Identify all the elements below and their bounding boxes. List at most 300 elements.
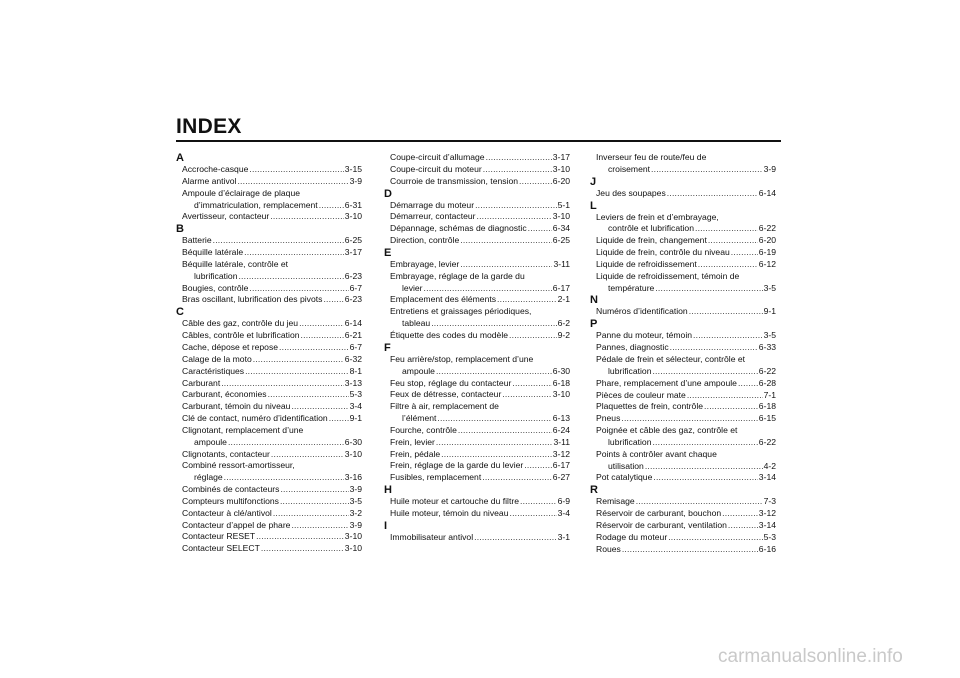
dot-leader: [512, 378, 551, 390]
index-entry: [590, 425, 776, 449]
index-entry-label: contrôle et lubrification: [608, 223, 694, 234]
index-letter-heading: L: [590, 199, 597, 212]
index-entry-label: réglage: [194, 472, 223, 483]
index-entry-label: Huile moteur et cartouche du filtre: [390, 496, 519, 507]
index-entry-line: [176, 366, 362, 378]
index-page-ref: 6-25: [552, 235, 570, 246]
index-page-ref: 6-20: [552, 175, 570, 186]
index-entry: [590, 271, 776, 295]
index-entry: [384, 306, 570, 330]
index-entry: [384, 472, 570, 484]
index-entry-label: Coupe-circuit du moteur: [390, 163, 482, 174]
dot-leader: [636, 496, 763, 508]
dot-leader: [652, 366, 757, 378]
dot-leader: [301, 330, 344, 342]
index-page-ref: 7-3: [763, 496, 776, 507]
index-entry: [384, 200, 570, 212]
index-page-ref: 6-22: [758, 223, 776, 234]
index-entry-line: [590, 532, 776, 544]
index-entry: [384, 401, 570, 425]
dot-leader: [621, 413, 757, 425]
index-entry-label: Emplacement des éléments: [390, 294, 497, 305]
index-page-ref: 6-22: [758, 365, 776, 376]
index-entry: [176, 449, 362, 461]
index-entry-label: Pot catalytique: [596, 472, 653, 483]
index-entry-label: Leviers de frein et d’embrayage,: [596, 211, 719, 222]
index-entry-line: [384, 508, 570, 520]
index-entry: [590, 354, 776, 378]
index-entry-line: [176, 200, 362, 212]
index-entry-line: [176, 472, 362, 484]
index-entry-label: Panne du moteur, témoin: [596, 330, 693, 341]
index-entry-line: [590, 449, 776, 461]
index-entry-line: [176, 425, 362, 437]
index-column-3: [590, 152, 776, 555]
index-entry-label: Frein, levier: [390, 436, 435, 447]
index-entry-label: Inverseur feu de route/feu de: [596, 152, 707, 162]
index-letter-heading: C: [176, 306, 184, 319]
index-entry-line: [590, 342, 776, 354]
index-entry: [590, 520, 776, 532]
index-entry-line: [384, 389, 570, 401]
index-entry-label: Fourche, contrôle: [390, 424, 457, 435]
index-entry: [384, 259, 570, 271]
dot-leader: [482, 472, 552, 484]
dot-leader: [249, 164, 343, 176]
index-entry-label: Pneus: [596, 413, 621, 424]
index-entry-label: Direction, contrôle: [390, 235, 460, 246]
index-entry: [176, 354, 362, 366]
dot-leader: [280, 496, 349, 508]
index-entry-line: [176, 496, 362, 508]
index-entry-line: [384, 306, 570, 318]
index-entry-line: [590, 496, 776, 508]
index-entry-label: Bras oscillant, lubrification des pivots: [182, 294, 323, 305]
dot-leader: [436, 366, 552, 378]
index-entry: [384, 460, 570, 472]
index-entry-label: Entretiens et graissages périodiques,: [390, 306, 532, 317]
index-entry: [176, 378, 362, 390]
index-entry: [590, 449, 776, 473]
index-entry-label: Frein, réglage de la garde du levier: [390, 460, 524, 471]
index-column-1: [176, 152, 362, 555]
index-entry-line: [384, 318, 570, 330]
index-entry-label: Béquille latérale: [182, 247, 244, 258]
index-entry-line: [384, 425, 570, 437]
index-entry-line: [176, 164, 362, 176]
index-entry: [590, 342, 776, 354]
index-entry-label: Combinés de contacteurs: [182, 484, 280, 495]
title-divider: [176, 140, 781, 142]
index-entry-label: Béquille latérale, contrôle et: [182, 258, 289, 269]
index-entry-line: [384, 211, 570, 223]
index-entry: [590, 496, 776, 508]
index-page-ref: 6-27: [552, 472, 570, 483]
dot-leader: [458, 425, 552, 437]
index-entry-line: [384, 532, 570, 544]
dot-leader: [460, 259, 552, 271]
index-entry: [590, 247, 776, 259]
index-page-ref: 3-5: [763, 330, 776, 341]
dot-leader: [424, 283, 552, 295]
dot-leader: [698, 259, 758, 271]
index-letter-heading: D: [384, 187, 392, 200]
index-entry-label: Ampoule d’éclairage de plaque: [182, 187, 301, 198]
index-entry-line: [176, 247, 362, 259]
index-letter-heading: N: [590, 294, 598, 307]
index-entry-line: [176, 271, 362, 283]
dot-leader: [431, 318, 556, 330]
index-page-ref: 6-14: [344, 318, 362, 329]
index-entry-label: Carburant, témoin du niveau: [182, 401, 291, 412]
index-page-ref: 5-1: [557, 199, 570, 210]
index-entry-line: [176, 531, 362, 543]
index-entry-line: [590, 188, 776, 200]
dot-leader: [509, 508, 556, 520]
index-page-ref: 3-4: [557, 507, 570, 518]
index-entry-label: Embrayage, levier: [390, 258, 460, 269]
index-entry: [176, 259, 362, 283]
index-entry-line: [590, 425, 776, 437]
index-entry-label: Remisage: [596, 496, 635, 507]
index-entry-line: [176, 235, 362, 247]
index-entry-label: Câbles, contrôle et lubrification: [182, 330, 300, 341]
index-page-ref: 9-1: [763, 306, 776, 317]
index-entry-label: Démarreur, contacteur: [390, 211, 476, 222]
dot-leader: [273, 508, 349, 520]
index-entry: [384, 532, 570, 544]
dot-leader: [668, 532, 762, 544]
index-page-ref: 3-17: [344, 247, 362, 258]
index-letter-heading: A: [176, 152, 184, 164]
index-entry: [590, 508, 776, 520]
dot-leader: [693, 330, 763, 342]
index-entry-label: d’immatriculation, remplacement: [194, 199, 318, 210]
dot-leader: [653, 472, 757, 484]
index-entry: [384, 378, 570, 390]
index-entry: [590, 235, 776, 247]
index-entry-label: Démarrage du moteur: [390, 199, 475, 210]
index-page-ref: 6-30: [344, 436, 362, 447]
index-entry-label: Réservoir de carburant, ventilation: [596, 519, 727, 530]
index-entry: [590, 378, 776, 390]
index-entry-line: [384, 378, 570, 390]
index-entry-label: Batterie: [182, 235, 212, 246]
index-entry-line: [590, 401, 776, 413]
dot-leader: [486, 152, 552, 164]
dot-leader: [502, 389, 551, 401]
page-title: INDEX: [176, 115, 242, 138]
index-page-ref: 3-10: [552, 163, 570, 174]
dot-leader: [651, 164, 763, 176]
index-page-ref: 6-19: [758, 247, 776, 258]
index-page-ref: 3-14: [758, 472, 776, 483]
index-page-ref: 6-32: [344, 353, 362, 364]
index-entry-line: [384, 401, 570, 413]
index-entry: [384, 211, 570, 223]
index-entry-line: [590, 247, 776, 259]
dot-leader: [249, 283, 348, 295]
index-entry-label: Embrayage, réglage de la garde du: [390, 270, 525, 281]
index-entry-line: [590, 223, 776, 235]
index-entry-label: Alarme antivol: [182, 175, 237, 186]
index-entry-line: [384, 294, 570, 306]
index-entry-label: Réservoir de carburant, bouchon: [596, 508, 722, 519]
index-entry-line: [176, 378, 362, 390]
index-entry-line: [384, 366, 570, 378]
index-page-ref: 3-1: [557, 531, 570, 542]
index-page-ref: 3-10: [552, 211, 570, 222]
index-entry-line: [176, 188, 362, 200]
index-entry-label: Caractéristiques: [182, 365, 245, 376]
index-entry-line: [590, 390, 776, 402]
index-entry: [176, 389, 362, 401]
index-page-ref: 6-9: [557, 496, 570, 507]
index-page-ref: 3-12: [552, 448, 570, 459]
index-entry: [176, 531, 362, 543]
index-page-ref: 6-21: [344, 330, 362, 341]
index-entry-line: [590, 544, 776, 556]
dot-leader: [291, 520, 348, 532]
index-entry: [176, 330, 362, 342]
index-entry-line: [590, 283, 776, 295]
index-entry: [384, 496, 570, 508]
index-page-ref: 3-5: [349, 495, 362, 506]
index-entry-line: [176, 318, 362, 330]
index-letter-heading: E: [384, 246, 392, 259]
index-entry-label: Contacteur RESET: [182, 531, 256, 542]
index-page-ref: 3-9: [349, 519, 362, 530]
index-entry-label: ampoule: [194, 436, 227, 447]
dot-leader: [722, 508, 758, 520]
index-page-ref: 3-9: [349, 175, 362, 186]
index-entry: [176, 543, 362, 555]
index-page-ref: 6-16: [758, 543, 776, 554]
index-entry-line: [176, 484, 362, 496]
dot-leader: [738, 378, 758, 390]
index-page-ref: 6-30: [552, 365, 570, 376]
index-entry-line: [384, 223, 570, 235]
dot-leader: [441, 449, 552, 461]
index-entry-line: [176, 401, 362, 413]
dot-leader: [509, 330, 557, 342]
index-entry-label: Pannes, diagnostic: [596, 342, 669, 353]
index-entry: [176, 460, 362, 484]
index-page-ref: 9-1: [349, 413, 362, 424]
index-entry-line: [384, 283, 570, 295]
index-entry: [384, 223, 570, 235]
index-page-ref: 3-4: [349, 401, 362, 412]
index-entry: [590, 401, 776, 413]
index-entry: [590, 212, 776, 236]
index-entry-label: utilisation: [608, 460, 644, 471]
dot-leader: [687, 390, 763, 402]
index-entry-label: Clé de contact, numéro d’identification: [182, 413, 328, 424]
index-entry-label: Carburant, économies: [182, 389, 267, 400]
index-entry-line: [176, 449, 362, 461]
index-entry-label: Roues: [596, 543, 621, 554]
index-entry: [384, 330, 570, 342]
index-entry-line: [384, 235, 570, 247]
index-entry-line: [590, 164, 776, 176]
index-page-ref: 3-16: [344, 472, 362, 483]
index-page-ref: 3-9: [349, 484, 362, 495]
index-entry-label: Accroche-casque: [182, 164, 249, 174]
index-entry: [590, 544, 776, 556]
index-letter-heading: H: [384, 484, 392, 497]
index-page-ref: 3-15: [344, 164, 362, 174]
dot-leader: [731, 247, 758, 259]
dot-leader: [268, 389, 349, 401]
dot-leader: [519, 176, 552, 188]
index-page-ref: 6-18: [552, 377, 570, 388]
index-entry-label: Clignotants, contacteur: [182, 448, 270, 459]
index-column-2: [384, 152, 570, 544]
index-entry-line: [590, 378, 776, 390]
index-entry-label: Feux de détresse, contacteur: [390, 389, 502, 400]
index-entry-label: Pièces de couleur mate: [596, 389, 686, 400]
index-page-ref: 5-3: [763, 531, 776, 542]
dot-leader: [238, 271, 343, 283]
index-entry-label: Feu arrière/stop, remplacement d’une: [390, 353, 534, 364]
dot-leader: [528, 223, 552, 235]
index-entry-line: [384, 164, 570, 176]
index-entry-label: Liquide de frein, contrôle du niveau: [596, 247, 730, 258]
index-entry: [384, 508, 570, 520]
index-entry-line: [384, 449, 570, 461]
index-page-ref: 6-7: [349, 341, 362, 352]
index-entry-label: Bougies, contrôle: [182, 282, 249, 293]
index-page-ref: 6-15: [758, 413, 776, 424]
index-page-ref: 5-3: [349, 389, 362, 400]
index-entry-line: [176, 437, 362, 449]
index-entry: [590, 152, 776, 176]
dot-leader: [271, 449, 344, 461]
index-entry-line: [384, 413, 570, 425]
index-page-ref: 6-33: [758, 342, 776, 353]
index-entry: [176, 283, 362, 295]
index-entry: [176, 342, 362, 354]
index-entry-line: [590, 366, 776, 378]
index-entry-label: Frein, pédale: [390, 448, 441, 459]
index-entry-label: Avertisseur, contacteur: [182, 211, 270, 222]
index-page-ref: 8-1: [349, 365, 362, 376]
index-page-ref: 3-11: [553, 436, 570, 447]
index-page-ref: 6-2: [557, 318, 570, 329]
dot-leader: [689, 306, 763, 318]
dot-leader: [299, 318, 344, 330]
index-entry-label: Carburant: [182, 377, 221, 388]
index-entry-line: [590, 472, 776, 484]
index-entry-label: Fusibles, remplacement: [390, 472, 482, 483]
index-page-ref: 3-10: [552, 389, 570, 400]
index-entry-label: levier: [402, 282, 423, 293]
index-entry-line: [176, 330, 362, 342]
index-entry-line: [176, 259, 362, 271]
index-page-ref: 6-22: [758, 436, 776, 447]
index-entry-line: [590, 152, 776, 164]
dot-leader: [253, 354, 344, 366]
dot-leader: [520, 496, 557, 508]
index-entry: [384, 271, 570, 295]
index-entry-label: Huile moteur, témoin du niveau: [390, 507, 509, 518]
index-entry: [176, 484, 362, 496]
index-entry-line: [176, 283, 362, 295]
index-page-ref: 6-31: [344, 199, 362, 210]
dot-leader: [460, 235, 552, 247]
index-entry-line: [176, 211, 362, 223]
index-letter-heading: P: [590, 318, 598, 331]
dot-leader: [261, 543, 344, 555]
index-entry-line: [384, 437, 570, 449]
index-entry-line: [590, 508, 776, 520]
index-page-ref: 2-1: [557, 294, 570, 305]
index-entry-label: Dépannage, schémas de diagnostic: [390, 223, 527, 234]
dot-leader: [475, 200, 557, 212]
index-entry-line: [176, 413, 362, 425]
dot-leader: [245, 366, 348, 378]
index-entry: [590, 306, 776, 318]
index-entry-line: [384, 259, 570, 271]
dot-leader: [477, 211, 552, 223]
index-entry: [176, 508, 362, 520]
index-entry-line: [384, 271, 570, 283]
index-entry-line: [384, 176, 570, 188]
index-entry-line: [176, 460, 362, 472]
index-entry-line: [384, 496, 570, 508]
index-entry: [384, 354, 570, 378]
index-entry-line: [590, 354, 776, 366]
index-entry-label: Cache, dépose et repose: [182, 341, 279, 352]
index-entry-line: [590, 413, 776, 425]
index-entry: [176, 401, 362, 413]
index-entry-label: Contacteur à clé/antivol: [182, 507, 272, 518]
index-entry-line: [384, 472, 570, 484]
index-page-ref: 6-12: [758, 258, 776, 269]
dot-leader: [280, 484, 348, 496]
index-entry-line: [176, 520, 362, 532]
index-entry: [384, 437, 570, 449]
index-entry-line: [590, 235, 776, 247]
index-page-ref: 7-1: [763, 389, 776, 400]
index-entry: [384, 294, 570, 306]
index-entry-label: Courroie de transmission, tension: [390, 175, 519, 186]
index-entry-label: Clignotant, remplacement d’une: [182, 424, 304, 435]
index-entry-line: [590, 520, 776, 532]
index-entry: [384, 176, 570, 188]
index-entry-line: [384, 354, 570, 366]
dot-leader: [270, 211, 344, 223]
index-page-ref: 6-18: [758, 401, 776, 412]
index-entry-label: température: [608, 282, 655, 293]
index-entry-label: Jeu des soupapes: [596, 187, 666, 198]
index-entry-label: Feu stop, réglage du contacteur: [390, 377, 512, 388]
index-entry-line: [176, 389, 362, 401]
index-entry-line: [176, 342, 362, 354]
index-entry-line: [384, 330, 570, 342]
index-entry-label: Pédale de frein et sélecteur, contrôle et: [596, 353, 746, 364]
index-page-ref: 3-10: [344, 448, 362, 459]
index-entry-line: [176, 543, 362, 555]
dot-leader: [667, 188, 758, 200]
index-entry-label: Contacteur d’appel de phare: [182, 519, 291, 530]
index-entry-label: Contacteur SELECT: [182, 543, 260, 554]
dot-leader: [708, 235, 758, 247]
dot-leader: [329, 413, 349, 425]
index-entry: [384, 425, 570, 437]
dot-leader: [524, 460, 552, 472]
dot-leader: [695, 223, 758, 235]
